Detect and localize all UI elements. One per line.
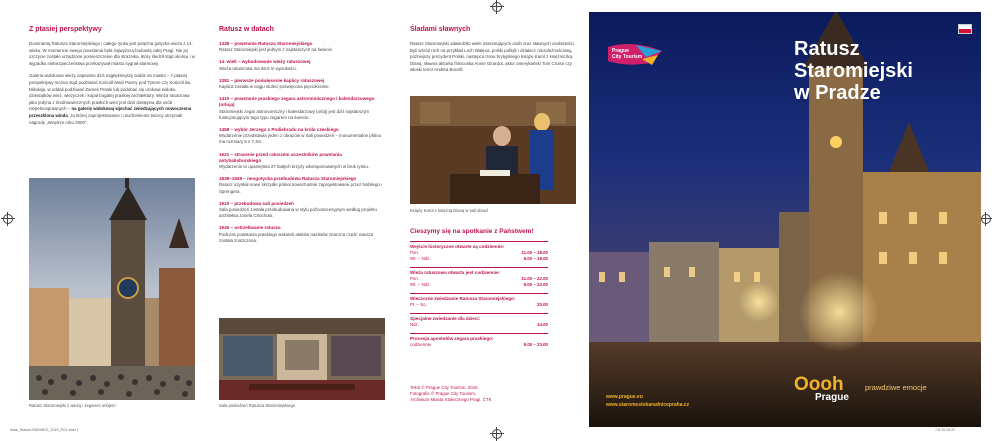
timeline-entry-title: 1945 – ostrzeliwanie ratusza	[219, 225, 281, 231]
hours-time: 14.00	[537, 322, 548, 327]
hours-time: 20.00	[537, 302, 548, 307]
timeline-entry-desc: Staromiejski zegar astronomiczny i kalendarzowy (orloj) jest dziś najstarszym funkcjonującym tego typu zegarem na świecie.	[219, 108, 370, 120]
hours-time: 9.00 – 22.00	[523, 282, 548, 287]
hours-block	[410, 293, 548, 308]
timeline-entry-desc: Ratusz Staromiejski jest jednym z najstarszych na świecie	[219, 47, 332, 53]
hours-day: codziennie	[410, 342, 431, 347]
timeline-entry-desc: Wydarzenie to upamiętnia 27 białych krzyży wkomponowanych w bruk rynku.	[219, 164, 370, 170]
hours-time: 11.00 – 22.00	[521, 276, 548, 281]
logo-line-1: Prague	[612, 48, 629, 54]
timeline-entry-title: 1381 – pierwsze poświęcenie kaplicy ratuszowej	[219, 77, 325, 83]
timeline-entry-title: 14. wiek – wybudowanie wieży ratuszowej	[219, 59, 311, 65]
timeline-entry-desc: Kaplica została w ciągu stuleci poświęcona pięciokrotnie.	[219, 84, 330, 90]
hours-time: 11.00 – 18.00	[521, 250, 548, 255]
print-slug-left: letak_Starom-RADNICE_2015_POL.indd 1	[10, 428, 79, 432]
hours-day: Wt. – Ndz.	[410, 282, 431, 287]
timeline-entry-title: 1621 – stracenie przed ratuszem uczestników powstania antyhabsburskiego	[219, 151, 342, 163]
timeline-entry	[219, 225, 385, 244]
hours-list	[410, 241, 548, 348]
hours-block-title: Specjalne zwiedzanie dla dzieci:	[410, 316, 481, 321]
column-birds-eye	[29, 26, 195, 132]
credit-line: Tekst © Prague City Tourism, 2015	[410, 385, 478, 390]
hours-row	[410, 282, 548, 288]
paragraph-tower: Dominantą Ratusza Staromiejskiego i całego rynku jest potężna gotycka wieża z 14. wieku. W momencie swego powstania była najwyższą budowlą całej Pragi. Nie jej szczycie zostało urządzone pomieszczenie dla strażnika, który śledził stąd okolicę i w wypadku niebezpieczeństwa przekazywał miastu sygnał alarmowy.	[29, 41, 195, 66]
timeline-entry-desc: Ratusz uzyskał nowe skrzydło północnowschodnie zaprojektowane przez Nobilego i Sprengera.	[219, 182, 383, 194]
url-prague-eu[interactable]: www.prague.eu	[606, 394, 643, 400]
hours-row	[410, 302, 548, 308]
hours-day: Ndz.	[410, 322, 420, 327]
column-dates	[219, 26, 385, 250]
paragraph-gallery: Galeria widokowa wieży zapewnia dziś najpiękniejszy widok na miasto – z ptasiej perspektywy można stąd podziwiać Kościół Marii Panny pod Tynem czy Kościół św. Mikołaja, w oddali podziwiać Zamek Praski lub podobać się urokowi widoku dziesiątków wież, wieżyczek i kopuł bogatej praskiej architektury. Wieża ratuszowa jako jedyna z średniowiecznych praskich wież jest dziś dostępna dla osób niepełnosprawnych – na galerię widokową wjechać zwiedzających nowoczesna przeszklona winda, za której zaprojektowanie i uruchomienie twórcy otrzymali nagrodę „Wnętrze roku 2000”.	[29, 73, 192, 125]
timeline-list	[219, 41, 385, 244]
print-slug-right: 7.8.15 15:37	[935, 428, 955, 432]
credit-line: Archiwum Miasta Stołecznego Pragi, ČTK	[410, 397, 492, 403]
timeline-entry	[219, 152, 385, 171]
hours-row	[410, 256, 548, 262]
hours-time: 9.00 – 23.00	[523, 342, 548, 347]
hours-day: Pon.	[410, 250, 420, 255]
timeline-entry	[219, 176, 385, 195]
timeline-entry	[219, 201, 385, 220]
caption-hall: Sala posiedzeń Ratusza Staromiejskiego	[219, 403, 296, 408]
hours-block	[410, 241, 548, 262]
hours-block	[410, 267, 548, 288]
hours-block-title: Procesja apostołów zegara praskiego:	[410, 336, 494, 341]
photo-assembly-hall	[219, 318, 385, 400]
photo-town-hall-tower	[29, 178, 195, 400]
registration-mark-left	[3, 214, 13, 224]
registration-mark-bottom	[492, 429, 502, 439]
hours-block-title: Wieczorne zwiedzanie Ratusza Staromiejskiego:	[410, 296, 516, 301]
timeline-entry	[219, 96, 385, 121]
registration-mark-top	[492, 2, 502, 12]
hours-day: Pt. – So.	[410, 302, 427, 307]
timeline-entry-desc: Podczas powstania praskiego wskutek ataków nazistów znaczna część ratusza została zniszczona.	[219, 231, 374, 243]
logo-line-2: City Tourism	[612, 54, 643, 60]
cover-panel	[589, 12, 981, 427]
timeline-entry-title: 1838–1848 – neogotycka przebudowa Ratusza Staromiejskiego	[219, 176, 357, 182]
heading-dates: Ratusz w datach	[219, 26, 274, 33]
timeline-entry-desc: Wydarzenie przedstawia jeden z obrazów w Sali posiedzeń – monumentalne płótno ma rozmiary 5 x 7,3m.	[219, 133, 382, 145]
heading-famous: Śladami sławnych	[410, 26, 471, 33]
hours-row	[410, 322, 548, 328]
hours-block	[410, 333, 548, 348]
credits	[410, 385, 492, 404]
column-famous	[410, 26, 576, 80]
opening-hours	[410, 228, 548, 353]
cover-title: Ratusz Staromiejski w Pradze	[794, 38, 913, 104]
timeline-entry-desc: Wieża ratuszowa ma 69,5 m wysokości.	[219, 65, 297, 71]
timeline-entry-title: 1910 – przebudowa sali posiedzeń	[219, 200, 294, 206]
hours-day: Wt. – Ndz.	[410, 256, 431, 261]
hours-block	[410, 313, 548, 328]
caption-tower: Ratusz Staromiejski z wieżą i zegarem orlojem	[29, 403, 116, 408]
timeline-entry	[219, 41, 385, 53]
registration-mark-right	[981, 214, 991, 224]
tagline: prawdziwe emocje	[865, 383, 927, 392]
heading-welcome: Cieszymy się na spotkanie z Państwem!	[410, 228, 534, 235]
timeline-entry-title: 1338 – powstanie Ratusza Staromiejskiego	[219, 41, 313, 46]
credit-line: Fotografie © Prague City Tourism,	[410, 391, 477, 397]
prague-city-tourism-logo	[606, 43, 664, 65]
hours-day: Pon.	[410, 276, 420, 281]
prague-wordmark: Prague	[815, 392, 849, 403]
url-town-hall[interactable]: www.staromestskaradnicepraha.cz	[606, 402, 690, 408]
timeline-entry	[219, 78, 385, 90]
timeline-entry	[219, 127, 385, 146]
polish-flag-icon	[958, 24, 972, 34]
oooh-logo: Oooh	[794, 374, 844, 395]
hours-row	[410, 342, 548, 348]
timeline-entry	[219, 59, 385, 71]
heading-birds-eye: Z ptasiej perspektywy	[29, 26, 102, 33]
hours-time: 9.00 – 18.00	[523, 256, 548, 261]
caption-charles-diana: Książę Karol z księżną Dianą w sali obrad	[410, 208, 488, 213]
photo-charles-diana	[410, 96, 576, 204]
paragraph-famous: Ratusz Staromiejski odwiedziło wiele interesujących osób oraz sławnych osobistości. Byli wśród nich na przykład Lech Wałęsa, polski polityk i działacz niezależnościowy, późniejszy prezydent Polski, następca tronu brytyjskiego książę Karol z księżniczką Dianą, sławna aktorka francuska Annie Girardot, aktor amerykański Tom Cruise czy włoski tenor Andrea Bocelli.	[410, 41, 575, 73]
hours-block-title: Wieża ratuszowa otwarta jest codziennie:	[410, 270, 501, 275]
timeline-entry-title: 1410 – powstanie praskiego zegara astronomicznego i kalendarzowego (orloja)	[219, 96, 375, 108]
hours-block-title: Wejście historyczne otwarte są codziennie:	[410, 244, 505, 249]
timeline-entry-title: 1458 – wybór Jerzego z Podiebradu na króla czeskiego	[219, 127, 339, 133]
timeline-entry-desc: Sala posiedzeń została przebudowana w stylu późnosecesyjnym według projektu architekta Josefa Chochola.	[219, 207, 377, 219]
